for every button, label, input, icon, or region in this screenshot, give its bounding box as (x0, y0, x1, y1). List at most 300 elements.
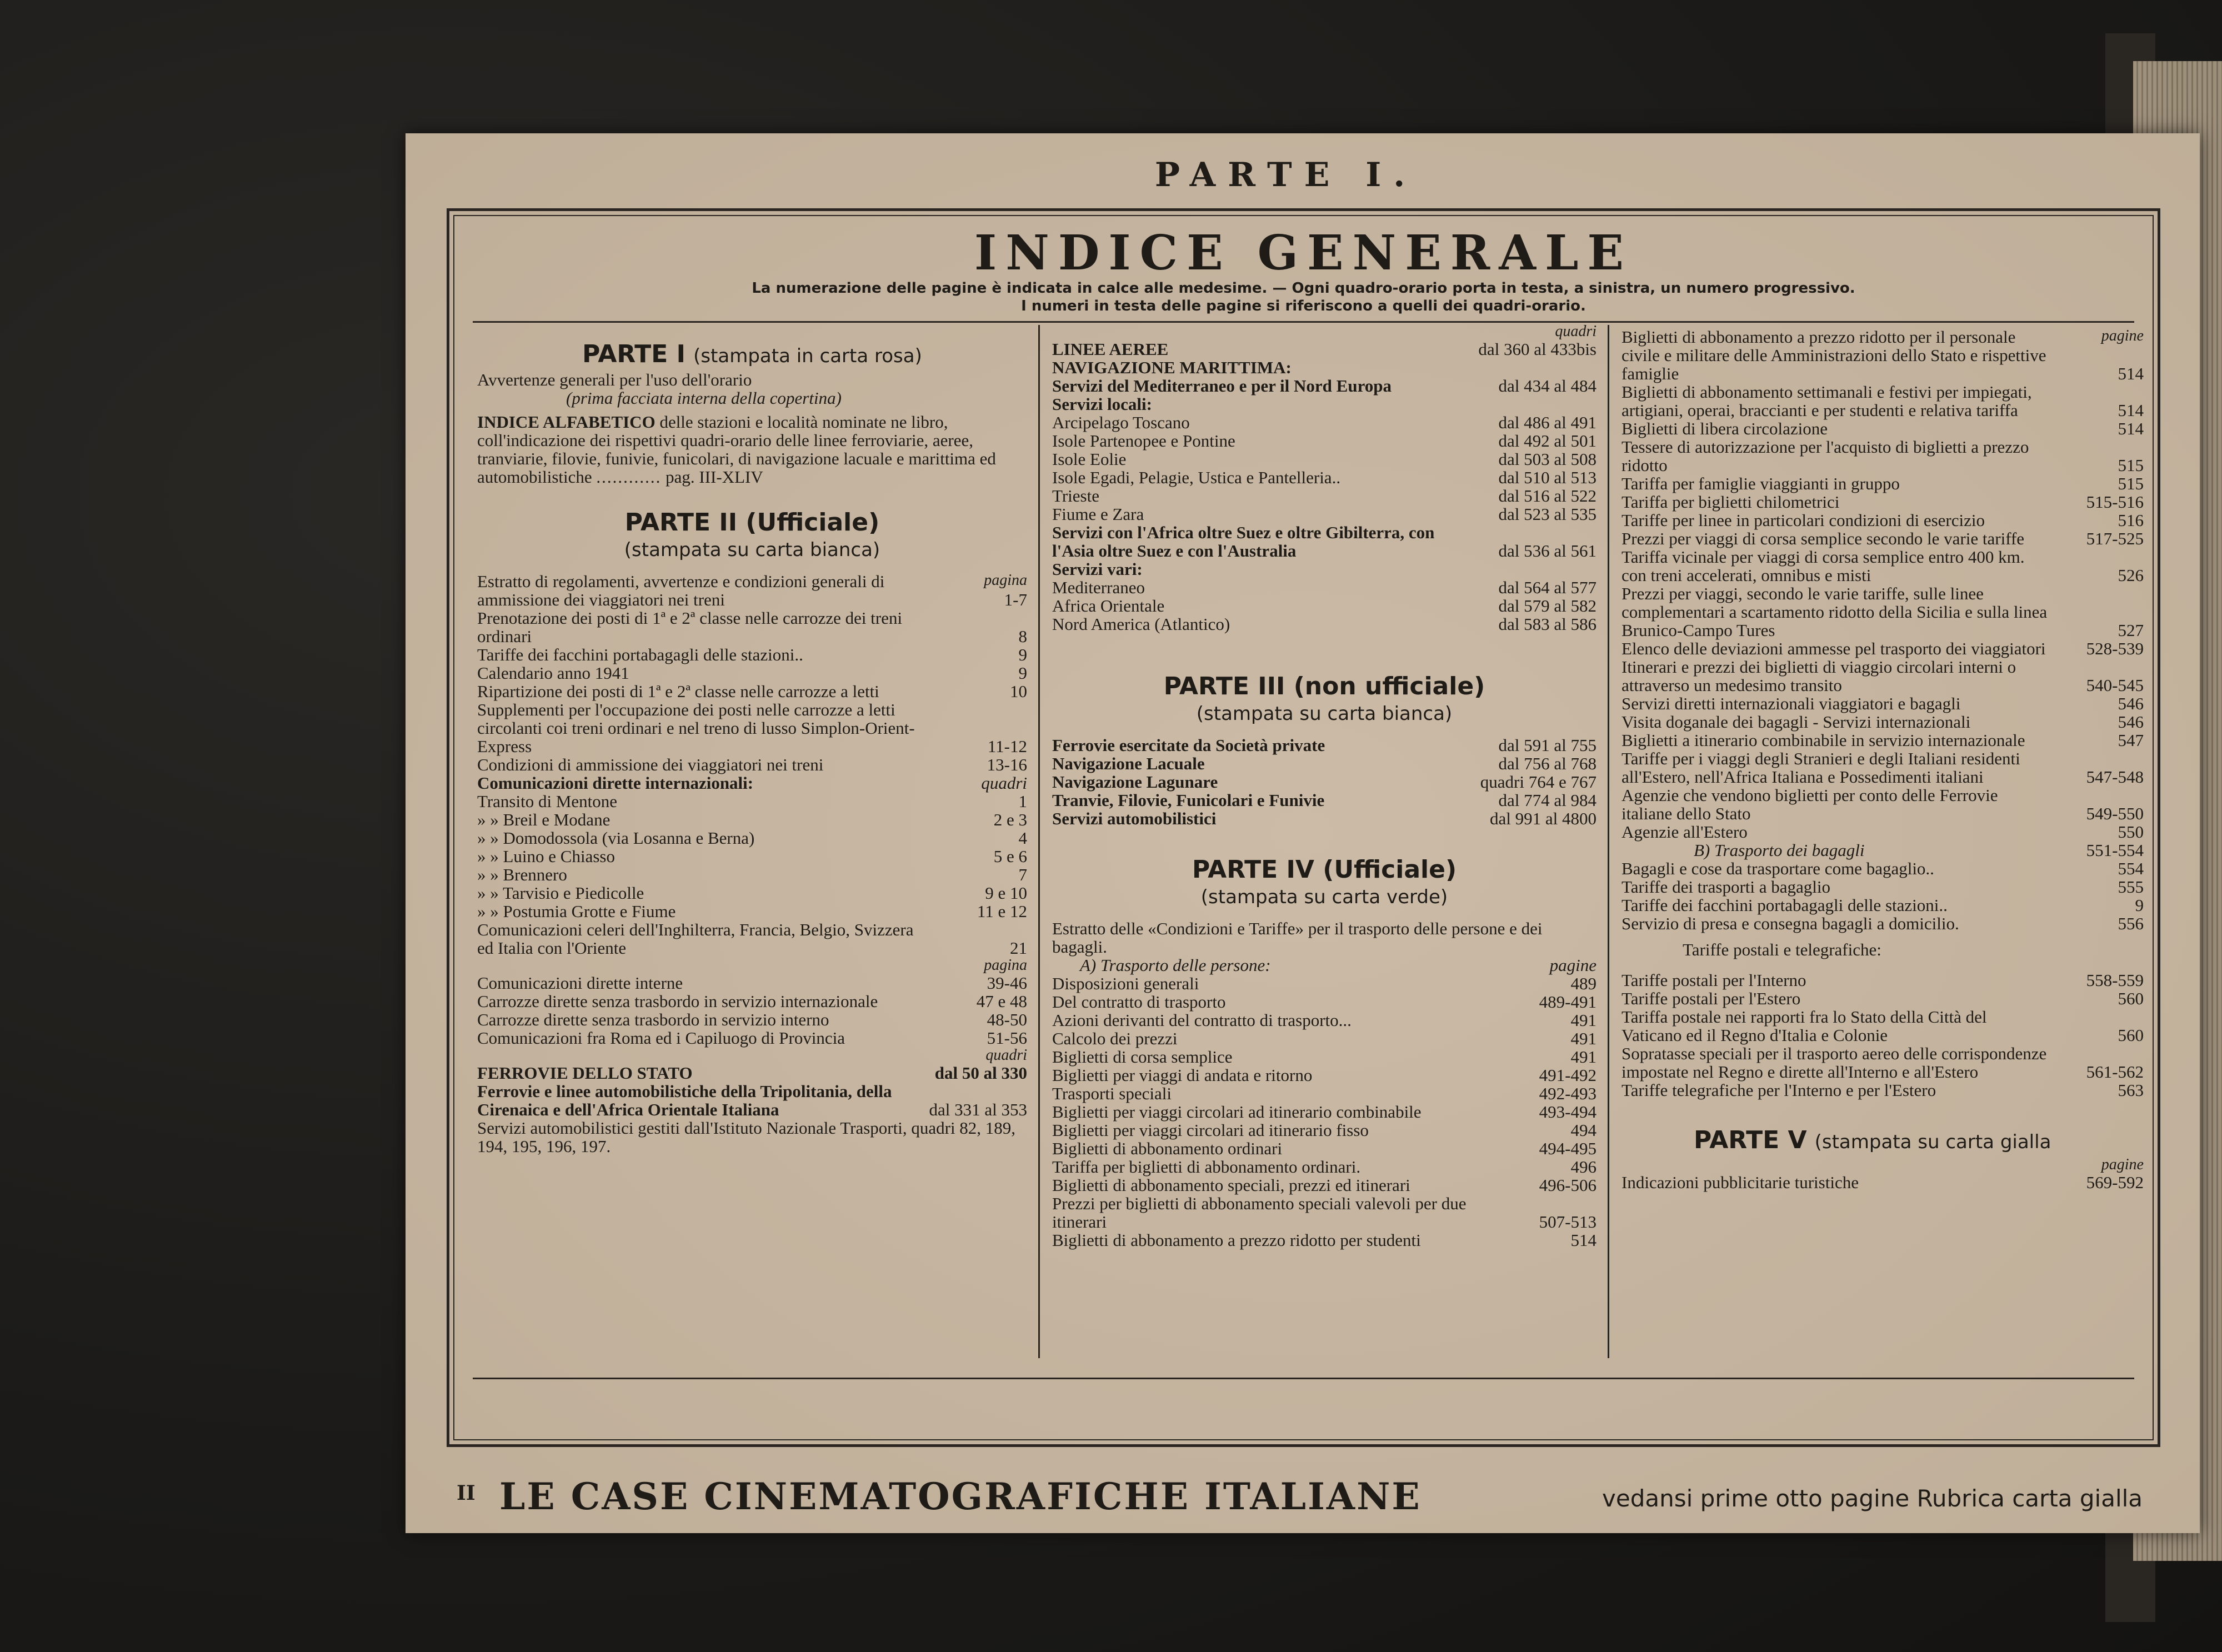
index-entry (1622, 896, 2144, 914)
entry-text: Africa Orientale (1052, 596, 1165, 615)
entry-page: 515 (2118, 455, 2144, 475)
entry-text: » » Brennero (477, 865, 567, 884)
column-3 (1622, 328, 2144, 1192)
page-title: INDICE GENERALE (974, 225, 1633, 281)
entry-text: Navigazione Lagunare (1052, 772, 1218, 792)
entry-text: Comunicazioni dirette interne (477, 973, 683, 993)
ferrovie-trip-entry (477, 1082, 1027, 1119)
servizi-africa-page: dal 536 al 561 (1498, 541, 1597, 560)
parte-5-heading (1622, 1126, 2144, 1154)
parte-5-entry-page: 569-592 (2086, 1173, 2144, 1192)
entry-text: Isole Partenopee e Pontine (1052, 431, 1235, 450)
index-entry (1622, 786, 2144, 823)
index-entry (1052, 432, 1597, 450)
servizi-med-page: dal 434 al 484 (1498, 376, 1597, 396)
entry-text: Prezzi per biglietti di abbonamento speciali valevoli per due itinerari (1052, 1194, 1467, 1232)
indice-pag: pag. III-XLIV (665, 467, 763, 487)
entry-page: dal 503 al 508 (1498, 449, 1597, 469)
linee-aeree-entry (1052, 340, 1597, 358)
index-entry (1622, 713, 2144, 731)
bagagli-list (1622, 859, 2144, 933)
index-entry (477, 865, 1027, 884)
index-entry (1622, 731, 2144, 749)
servizi-vari-list (1052, 578, 1597, 633)
subtitle-line-2: I numeri in testa delle pagine si riferiscono a quelli dei quadri-orario. (1021, 298, 1586, 314)
entry-text: Azioni derivanti del contratto di trasporto... (1052, 1010, 1352, 1030)
entry-page: dal 991 al 4800 (1490, 809, 1597, 828)
entry-text: Agenzie che vendono biglietti per conto delle Ferrovie italiane dello Stato (1622, 785, 1998, 823)
estratto-entry (1052, 919, 1597, 956)
entry-text: Itinerari e prezzi dei biglietti di viaggio circolari interni o attraverso un medesimo transito (1622, 657, 2016, 695)
parte-5-entry (1622, 1173, 2144, 1192)
parte-3-list (1052, 736, 1597, 828)
index-entry (1622, 474, 2144, 493)
advert-headline: LE CASE CINEMATOGRAFICHE ITALIANE (499, 1475, 1422, 1518)
entry-page: 9 (1018, 645, 1027, 664)
entry-page: 527 (2118, 620, 2144, 640)
entry-page: 48-50 (987, 1010, 1027, 1029)
index-entry (1052, 1048, 1597, 1066)
entry-page: 9 (2135, 895, 2144, 915)
parte-5-note: (stampata su carta gialla (1814, 1131, 2051, 1153)
parte-3-title-text: PARTE III (non ufficiale) (1163, 672, 1485, 700)
index-entry (1052, 1121, 1597, 1139)
trasporto-persone-text: A) Trasporto delle persone: (1080, 955, 1271, 975)
entry-page: 491 (1570, 1029, 1597, 1048)
advert-note: vedansi prime otto pagine Rubrica carta gialla (1602, 1485, 2143, 1512)
entry-page: 555 (2118, 877, 2144, 897)
index-entry (1622, 548, 2144, 584)
index-entry (1052, 1029, 1597, 1048)
index-entry (1622, 419, 2144, 438)
index-entry (1622, 1081, 2144, 1099)
entry-page: 13-16 (987, 755, 1027, 774)
servizi-locali-heading: Servizi locali: (1052, 394, 1152, 414)
entry-text: Servizi diretti internazionali viaggiatori e bagagli (1622, 694, 1961, 713)
entry-page: 546 (2118, 694, 2144, 713)
entry-page: 526 (2118, 565, 2144, 585)
entry-page: dal 564 al 577 (1498, 578, 1597, 597)
index-entry (1622, 658, 2144, 694)
index-entry (1052, 754, 1597, 773)
entry-text: Mediterraneo (1052, 578, 1145, 597)
servizi-africa-entry (1052, 523, 1597, 560)
index-entry (1052, 505, 1597, 523)
postali-list (1622, 971, 2144, 1099)
entry-page: dal 579 al 582 (1498, 596, 1597, 615)
index-entry (1052, 578, 1597, 597)
entry-text: Prenotazione dei posti di 1ª e 2ª classe nelle carrozze dei treni ordinari (477, 608, 903, 646)
entry-page: 556 (2118, 914, 2144, 933)
avvertenze-entry (477, 371, 1027, 389)
entry-text: Tariffa postale nei rapporti fra lo Stato della Città del Vaticano ed il Regno d'Italia e Colonie (1622, 1007, 1987, 1045)
entry-text: » » Tarvisio e Piedicolle (477, 883, 644, 903)
entry-page: 561-562 (2086, 1062, 2144, 1082)
entry-text: Tariffe dei facchini portabagagli delle stazioni.. (477, 645, 803, 664)
entry-text: » » Domodossola (via Losanna e Berna) (477, 828, 755, 848)
entry-page: 547-548 (2086, 767, 2144, 787)
entry-page: 5 e 6 (993, 847, 1027, 866)
entry-text: Tessere di autorizzazione per l'acquisto di biglietti a prezzo ridotto (1622, 437, 2029, 475)
entry-page: 11-12 (987, 737, 1027, 756)
document-page (406, 133, 2200, 1533)
entry-text: Calcolo dei prezzi (1052, 1029, 1178, 1048)
entry-page: dal 486 al 491 (1498, 413, 1597, 432)
parte-3-title (1052, 672, 1597, 700)
ferrovie-stato-page: dal 50 al 330 (934, 1063, 1027, 1083)
entry-page: 494-495 (1539, 1139, 1597, 1158)
column-1 (477, 328, 1027, 1155)
entry-text: Bagagli e cose da trasportare come bagaglio.. (1622, 859, 1934, 878)
entry-text: Estratto di regolamenti, avvertenze e condizioni generali di ammissione dei viaggiatori nei treni (477, 572, 885, 609)
entry-page: 546 (2118, 712, 2144, 732)
entry-page: 492-493 (1539, 1084, 1597, 1103)
index-entry (477, 700, 1027, 755)
index-entry (1052, 450, 1597, 468)
entry-page: 491-492 (1539, 1065, 1597, 1085)
entry-page: 1 (1018, 792, 1027, 811)
trasporto-persone-heading (1052, 956, 1597, 974)
entry-page: 10 (1010, 682, 1027, 701)
entry-page: 516 (2118, 510, 2144, 530)
entry-page: 39-46 (987, 973, 1027, 993)
index-entry (1622, 859, 2144, 878)
servizi-med-text: Servizi del Mediterraneo e per il Nord Europa (1052, 376, 1392, 396)
parte-5-title: PARTE V (1694, 1126, 1807, 1154)
parte-4-title (1052, 855, 1597, 884)
index-entry (477, 609, 1027, 645)
servizi-locali-list (1052, 413, 1597, 523)
entry-text: Calendario anno 1941 (477, 663, 629, 683)
entry-text: » » Breil e Modane (477, 810, 610, 829)
entry-page: 517-525 (2086, 529, 2144, 548)
entry-text: Prezzi per viaggi di corsa semplice secondo le varie tariffe (1622, 529, 2025, 548)
entry-page: dal 583 al 586 (1498, 614, 1597, 634)
entry-text: Carrozze dirette senza trasbordo in servizio internazionale (477, 992, 878, 1011)
index-entry (1052, 487, 1597, 505)
entry-text: Arcipelago Toscano (1052, 413, 1190, 432)
servizi-africa-text: Servizi con l'Africa oltre Suez e oltre Gibilterra, con l'Asia oltre Suez e con l'Australia (1052, 523, 1435, 560)
bagagli-heading (1622, 841, 2144, 859)
parte-2-title (477, 508, 1027, 537)
entry-page: dal 510 al 513 (1498, 468, 1597, 487)
quadri-label-col2: quadri (1555, 323, 1597, 340)
entry-text: Fiume e Zara (1052, 504, 1144, 524)
index-entry (477, 829, 1027, 847)
index-entry (1052, 791, 1597, 809)
entry-page: 4 (1018, 828, 1027, 848)
entry-page: 1-7 (1004, 590, 1027, 609)
entry-text: Transito di Mentone (477, 792, 618, 811)
entry-text: Tariffe per i viaggi degli Stranieri e degli Italiani residenti all'Estero, nell'Africa Italiana e Possedimenti italiani (1622, 749, 2020, 787)
entry-text: Biglietti di abbonamento settimanali e festivi per impiegati, artigiani, operai, braccianti e per studenti e relativa tariffa (1622, 382, 2032, 420)
entry-text: Del contratto di trasporto (1052, 992, 1226, 1012)
ferrovie-stato-entry (477, 1064, 1027, 1082)
index-entry (1052, 993, 1597, 1011)
index-entry (477, 902, 1027, 920)
entry-page: 2 e 3 (993, 810, 1027, 829)
entry-text: Tariffe postali per l'Estero (1622, 989, 1801, 1008)
indice-text: delle stazioni e località nominate ne libro, coll'indicazione dei rispettivi quadri-orario delle linee ferroviarie, aeree, tranviarie, filovie, funivie, funicolari, di navigazione lacuale e marittima ed automobilistiche (477, 412, 996, 487)
entry-text: Biglietti per viaggi circolari ad itinerario combinabile (1052, 1102, 1422, 1122)
index-entry (1052, 1139, 1597, 1158)
index-entry (477, 992, 1027, 1010)
entry-text: Trasporti speciali (1052, 1084, 1172, 1103)
avvertenze-note: (prima facciata interna della copertina) (566, 388, 842, 408)
index-entry (1052, 809, 1597, 828)
entry-text: Tariffa vicinale per viaggi di corsa semplice entro 400 km. con treni accelerati, omnibus e misti (1622, 547, 2025, 585)
parte-3-note: (stampata su carta bianca) (1196, 703, 1453, 725)
entry-text: Supplementi per l'occupazione dei posti nelle carrozze a letti circolanti coi treni ordinari e nel treno di lusso Simplon-Orient-Express (477, 700, 915, 756)
entry-page: 528-539 (2086, 639, 2144, 658)
entry-page: 491 (1570, 1010, 1597, 1030)
entry-page: 563 (2118, 1080, 2144, 1100)
entry-page: 560 (2118, 989, 2144, 1008)
entry-text: Ferrovie esercitate da Società private (1052, 735, 1325, 755)
parte-heading: PARTE I. (1154, 156, 1418, 194)
entry-page: 8 (1018, 627, 1027, 646)
index-entry (477, 974, 1027, 992)
index-entry (1052, 1103, 1597, 1121)
index-entry (1052, 597, 1597, 615)
entry-page: 494 (1570, 1120, 1597, 1140)
parte-5-entry-text: Indicazioni pubblicitarie turistiche (1622, 1173, 1859, 1192)
index-entry (1622, 878, 2144, 896)
linee-aeree-page: dal 360 al 433bis (1478, 339, 1597, 359)
index-frame (447, 208, 2160, 1447)
index-entry (1052, 1176, 1597, 1194)
entry-page: 515-516 (2086, 492, 2144, 512)
index-entry (1622, 639, 2144, 658)
entry-page: 7 (1018, 865, 1027, 884)
entry-page: 21 (1010, 938, 1027, 958)
entry-page: 491 (1570, 1047, 1597, 1067)
index-entry (477, 847, 1027, 865)
entry-text: Servizi automobilistici (1052, 809, 1217, 828)
parte-1-note: (stampata in carta rosa) (693, 345, 922, 367)
entry-text: Biglietti per viaggi di andata e ritorno (1052, 1065, 1313, 1085)
index-entry (477, 920, 1027, 957)
entry-page: 9 (1018, 663, 1027, 683)
entry-page: dal 492 al 501 (1498, 431, 1597, 450)
index-entry (1052, 974, 1597, 993)
entry-page: 558-559 (2086, 970, 2144, 990)
index-entry (1622, 694, 2144, 713)
entry-text: Biglietti di corsa semplice (1052, 1047, 1233, 1067)
entry-text: Prezzi per viaggi, secondo le varie tariffe, sulle linee complementari a scartamento ridotto della Sicilia e sulla linea Brunico-Campo Tures (1622, 584, 2048, 640)
entry-text: Biglietti di abbonamento a prezzo ridotto per il personale civile e militare delle Amministrazioni dello Stato e rispettive famiglie (1622, 327, 2046, 383)
avvertenze-text: Avvertenze generali per l'uso dell'orario (477, 370, 752, 389)
entry-text: Trieste (1052, 486, 1099, 505)
entry-text: » » Postumia Grotte e Fiume (477, 902, 676, 921)
index-entry (477, 810, 1027, 829)
entry-page: 493-494 (1539, 1102, 1597, 1122)
index-entry (1052, 1158, 1597, 1176)
page-number: II (457, 1481, 476, 1505)
entry-page: 540-545 (2086, 675, 2144, 695)
entry-page: 515 (2118, 474, 2144, 493)
servizi-auto-text: Servizi automobilistici gestiti dall'Istituto Nazionale Trasporti, quadri 82, 189, 194, 195, 196, 197. (477, 1118, 1016, 1156)
entry-page: dal 516 al 522 (1498, 486, 1597, 505)
column-divider-1 (1038, 325, 1040, 1358)
entry-page: 550 (2118, 822, 2144, 842)
index-entry (477, 755, 1027, 774)
index-entry (1622, 823, 2144, 841)
entry-page: 496-506 (1539, 1175, 1597, 1195)
entry-page: 496 (1570, 1157, 1597, 1177)
postali-heading (1622, 940, 2144, 959)
entry-text: Tariffe dei trasporti a bagaglio (1622, 877, 1830, 897)
entry-text: Tariffa per famiglie viaggianti in gruppo (1622, 474, 1900, 493)
entry-page: 11 e 12 (977, 902, 1027, 921)
servizi-med-entry (1052, 377, 1597, 395)
index-entry (1052, 468, 1597, 487)
entry-page: 560 (2118, 1025, 2144, 1045)
parte-2-note: (stampata su carta bianca) (624, 539, 880, 561)
entry-text: Biglietti per viaggi circolari ad itinerario fisso (1052, 1120, 1369, 1140)
index-entry (1622, 511, 2144, 529)
entry-page: 51-56 (987, 1028, 1027, 1048)
entry-text: Tariffa per biglietti di abbonamento ordinari. (1052, 1157, 1361, 1177)
entries-b-list (477, 974, 1027, 1047)
entry-page: dal 523 al 535 (1498, 504, 1597, 524)
entry-text: Servizio di presa e consegna bagagli a domicilio. (1622, 914, 1959, 933)
entry-page: 547 (2118, 730, 2144, 750)
entry-text: Nord America (Atlantico) (1052, 614, 1230, 634)
parte-2-title-text: PARTE II (Ufficiale) (624, 508, 880, 537)
entry-text: Biglietti di abbonamento speciali, prezzi ed itinerari (1052, 1175, 1410, 1195)
entry-text: Comunicazioni fra Roma ed i Capiluogo di Provincia (477, 1028, 845, 1048)
tariffe-list (1622, 328, 2144, 841)
entry-text: Biglietti a itinerario combinabile in servizio internazionale (1622, 730, 2025, 750)
entry-text: Biglietti di abbonamento ordinari (1052, 1139, 1283, 1158)
index-entry (1052, 1194, 1597, 1231)
column-2 (1052, 323, 1597, 1250)
entry-page: 514 (2118, 364, 2144, 383)
quadri-label: quadri (981, 773, 1027, 793)
entry-page: dal 591 al 755 (1498, 735, 1597, 755)
parte-1-heading (477, 340, 1027, 368)
entry-page: 507-513 (1539, 1212, 1597, 1232)
ferrovie-trip-page: dal 331 al 353 (929, 1100, 1027, 1119)
entry-page: 549-550 (2086, 804, 2144, 823)
pagina-label-2: pagina (984, 957, 1027, 974)
entry-text: Isole Eolie (1052, 449, 1127, 469)
bagagli-page: 551-554 (2086, 840, 2144, 860)
entry-text: Disposizioni generali (1052, 974, 1199, 993)
entry-text: Tariffe dei facchini portabagagli delle stazioni.. (1622, 895, 1948, 915)
servizi-auto-entry (477, 1119, 1027, 1155)
index-entry (477, 664, 1027, 682)
navigazione-heading: NAVIGAZIONE MARITTIMA: (1052, 358, 1292, 377)
entry-text: Comunicazioni celeri dell'Inghilterra, Francia, Belgio, Svizzera ed Italia con l'Oriente (477, 920, 914, 958)
entry-text: Carrozze dirette senza trasbordo in servizio interno (477, 1010, 829, 1029)
index-entry (477, 572, 1027, 609)
index-entry (1052, 1011, 1597, 1029)
index-entry (1622, 493, 2144, 511)
index-entry (1622, 1044, 2144, 1081)
entry-page: 514 (2118, 401, 2144, 420)
indice-bold: INDICE ALFABETICO (477, 412, 655, 432)
index-entry (477, 884, 1027, 902)
entry-text: Agenzie all'Estero (1622, 822, 1748, 842)
index-entry (1622, 438, 2144, 474)
pagine-label-col3b: pagine (2101, 1156, 2144, 1173)
entry-text: Sopratasse speciali per il trasporto aereo delle corrispondenze impostate nel Regno e dirette all'Interno e all'Estero (1622, 1044, 2047, 1082)
comunicazioni-title: Comunicazioni dirette internazionali: (477, 773, 754, 793)
quadri-label-2: quadri (985, 1047, 1027, 1064)
entry-text: Elenco delle deviazioni ammesse pel trasporto dei viaggiatori (1622, 639, 2046, 658)
bottom-rule (473, 1378, 2134, 1379)
entry-page: 489-491 (1539, 992, 1597, 1012)
column-divider-2 (1608, 325, 1609, 1358)
pagina-label: pagina (984, 572, 1027, 589)
servizi-vari-heading: Servizi vari: (1052, 559, 1143, 579)
entry-text: » » Luino e Chiasso (477, 847, 615, 866)
entry-page: dal 756 al 768 (1498, 754, 1597, 773)
entry-text: Tariffe postali per l'Interno (1622, 970, 1806, 990)
entry-page: 489 (1570, 974, 1597, 993)
entry-page: dal 774 al 984 (1498, 790, 1597, 810)
index-entry (477, 682, 1027, 700)
index-entry (1622, 989, 2144, 1008)
entry-text: Tariffa per biglietti chilometrici (1622, 492, 1840, 512)
entry-text: Tariffe telegrafiche per l'Interno e per l'Estero (1622, 1080, 1936, 1100)
index-entry (1052, 1066, 1597, 1084)
estratto-text: Estratto delle «Condizioni e Tariffe» per il trasporto delle persone e dei bagagli. (1052, 919, 1543, 957)
index-entry (1622, 529, 2144, 548)
parte-4-note: (stampata su carta verde) (1200, 886, 1448, 908)
entry-page: 9 e 10 (985, 883, 1027, 903)
index-entry (477, 1029, 1027, 1047)
index-entry (1622, 328, 2144, 383)
index-entry (1052, 736, 1597, 754)
entry-text: Biglietti di abbonamento a prezzo ridotto per studenti (1052, 1230, 1421, 1250)
transiti-list (477, 792, 1027, 957)
entry-text: Visita doganale dei bagagli - Servizi internazionali (1622, 712, 1971, 732)
ferrovie-stato-text: FERROVIE DELLO STATO (477, 1063, 693, 1083)
pagine-label-col2: pagine (1549, 955, 1597, 975)
index-entry (1622, 1008, 2144, 1044)
advert-footer (447, 1469, 2158, 1519)
entry-page: 514 (1570, 1230, 1597, 1250)
parte-4-title-text: PARTE IV (Ufficiale) (1192, 855, 1457, 884)
index-entry (1052, 1231, 1597, 1249)
entry-text: Ripartizione dei posti di 1ª e 2ª classe nelle carrozze a letti (477, 682, 879, 701)
index-entry (1622, 914, 2144, 933)
entry-text: Tariffe per linee in particolari condizioni di esercizio (1622, 510, 1985, 530)
comunicazioni-heading (477, 774, 1027, 792)
linee-aeree-text: LINEE AEREE (1052, 339, 1169, 359)
index-entry (1052, 1084, 1597, 1103)
pagine-label-col3: pagine (2101, 327, 2144, 344)
index-entry (1622, 971, 2144, 989)
entry-page: 47 e 48 (976, 992, 1027, 1011)
parte-1-title: PARTE I (582, 340, 686, 368)
entries-a-list (477, 572, 1027, 774)
bagagli-title: B) Trasporto dei bagagli (1694, 840, 1865, 860)
entry-text: Condizioni di ammissione dei viaggiatori nei treni (477, 755, 824, 774)
subtitle-line-1: La numerazione delle pagine è indicata in calce alle medesime. — Ogni quadro-orario porta in testa, a sinistra, un numero progressivo. (752, 280, 1855, 297)
entry-page: 554 (2118, 859, 2144, 878)
top-rule (473, 321, 2134, 323)
index-entry (477, 645, 1027, 664)
entry-text: Tranvie, Filovie, Funicolari e Funivie (1052, 790, 1325, 810)
entry-text: Isole Egadi, Pelagie, Ustica e Pantelleria.. (1052, 468, 1341, 487)
index-entry (1622, 383, 2144, 419)
entry-text: Biglietti di libera circolazione (1622, 419, 1828, 438)
entry-page: quadri 764 e 767 (1480, 772, 1597, 792)
